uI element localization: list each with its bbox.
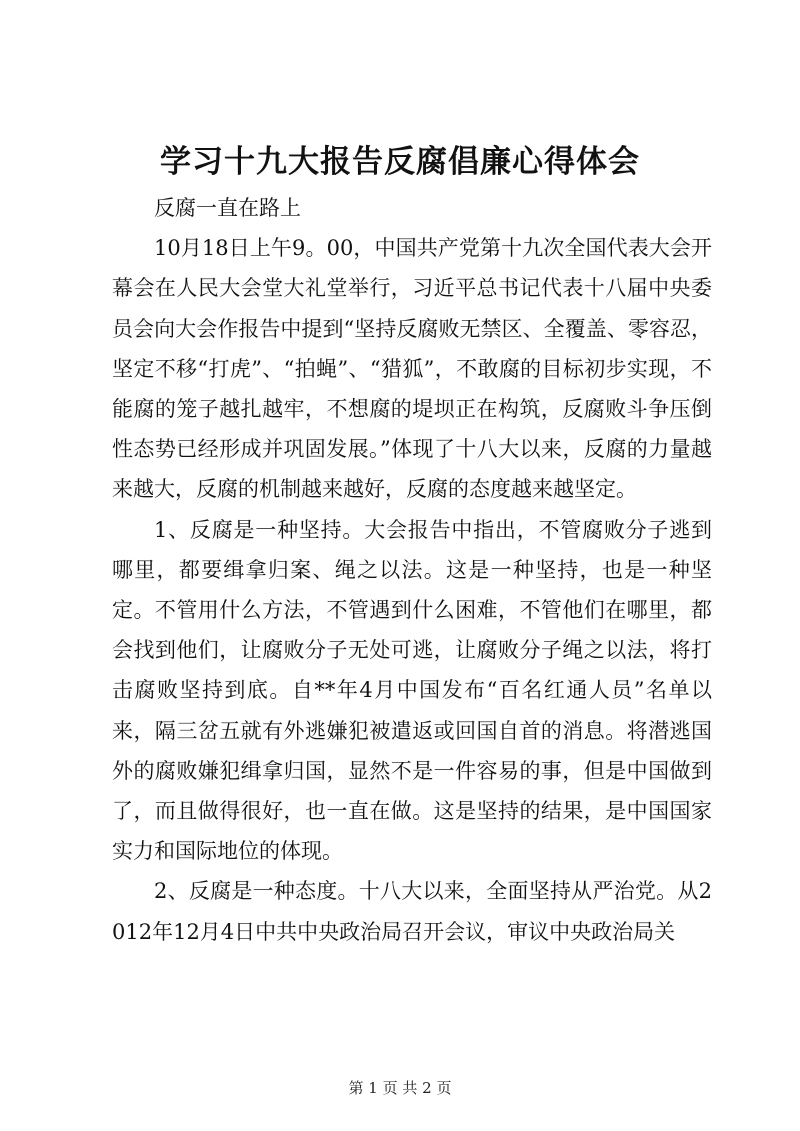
page-number-footer: 第 1 页 共 2 页: [348, 1079, 452, 1097]
body-paragraph: 2、反腐是一种态度。十八大以来，全面坚持从严治党。从2012年12月4日中共中央政治局召开会议，审议中央政治局关: [112, 879, 712, 944]
subtitle-paragraph: 反腐一直在路上: [154, 196, 301, 220]
document-title: 学习十九大报告反腐倡廉心得体会: [160, 144, 640, 180]
document-body: [112, 188, 712, 952]
body-paragraph: 10月18日上午9。00，中国共产党第十九次全国代表大会开幕会在人民大会堂大礼堂举行，习近平总书记代表十八届中央委员会向大会作报告中提到“坚持反腐败无禁区、全覆盖、零容忍，坚定不移“打虎”、“拍蝇”、“猎狐”，不敢腐的目标初步实现，不能腐的笼子越扎越牢，不想腐的堤坝正在构筑，反腐败斗争压倒性态势已经形成并巩固发展。”体现了十八大以来，反腐的力量越来越大，反腐的机制越来越好，反腐的态度越来越坚定。: [112, 236, 712, 502]
body-paragraph: 1、反腐是一种坚持。大会报告中指出，不管腐败分子逃到哪里，都要缉拿归案、绳之以法。这是一种坚持，也是一种坚定。不管用什么方法，不管遇到什么困难，不管他们在哪里，都会找到他们，让腐败分子无处可逃，让腐败分子绳之以法，将打击腐败坚持到底。自**年4月中国发布“百名红通人员”名单以来，隔三岔五就有外逃嫌犯被遣返或回国自首的消息。将潜逃国外的腐败嫌犯缉拿归国，显然不是一件容易的事，但是中国做到了，而且做得很好，也一直在做。这是坚持的结果，是中国国家实力和国际地位的体现。: [112, 517, 712, 864]
